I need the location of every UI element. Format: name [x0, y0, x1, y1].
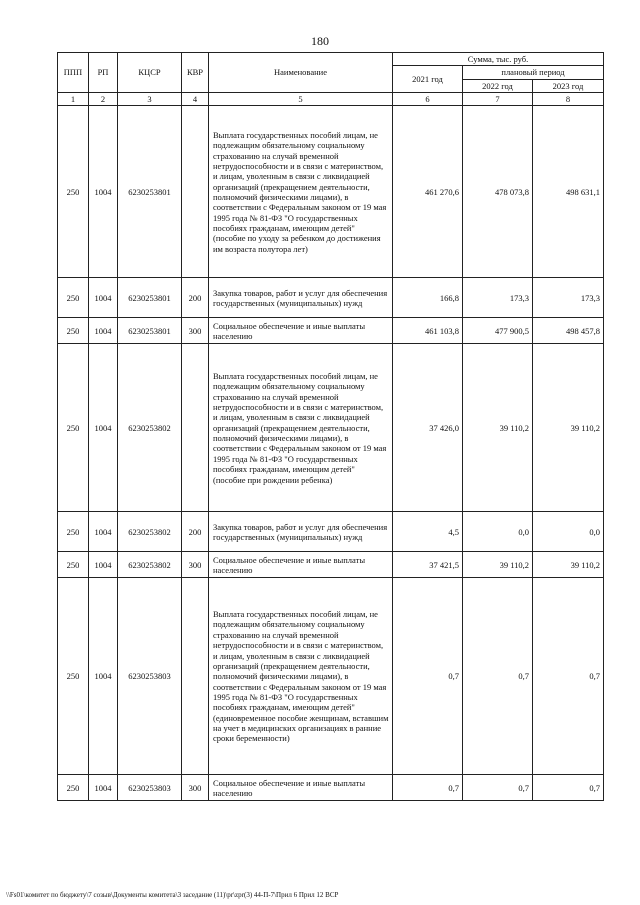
cell-rp: 1004 — [89, 775, 118, 801]
column-number: 6 — [393, 93, 463, 106]
cell-kvr: 300 — [182, 775, 209, 801]
cell-kcsr: 6230253802 — [118, 344, 182, 512]
cell-ppp: 250 — [58, 552, 89, 578]
cell-2021: 37 421,5 — [393, 552, 463, 578]
cell-rp: 1004 — [89, 278, 118, 318]
cell-2021: 166,8 — [393, 278, 463, 318]
cell-2021: 0,7 — [393, 775, 463, 801]
cell-kvr: 300 — [182, 318, 209, 344]
table-row — [58, 344, 604, 512]
cell-2022: 39 110,2 — [463, 344, 533, 512]
col-header-name: Наименование — [209, 53, 393, 93]
cell-kvr: 200 — [182, 512, 209, 552]
cell-2023: 39 110,2 — [533, 344, 604, 512]
header-row — [58, 53, 604, 66]
cell-kvr — [182, 106, 209, 278]
col-header-planned: плановый период — [463, 66, 604, 79]
cell-name: Выплата государственных пособий лицам, не подлежащим обязательному социальному страхованию на случай временной нетрудоспособности и в связи с материнством, и лицам, уволенным в связи с ликвидацией организаций (прекращением деятельности, полномочий физическими лицами), в соответствии с Федеральным законом от 19 мая 1995 года № 81-ФЗ "О государственных пособиях гражданам, имеющим детей" (единовременное пособие женщинам, вставшим на учет в медицинских организациях в ранние сроки беременности) — [209, 578, 393, 775]
cell-kvr: 300 — [182, 552, 209, 578]
cell-rp: 1004 — [89, 318, 118, 344]
cell-name: Социальное обеспечение и иные выплаты населению — [209, 775, 393, 801]
cell-ppp: 250 — [58, 344, 89, 512]
cell-2022: 0,7 — [463, 775, 533, 801]
column-number: 5 — [209, 93, 393, 106]
col-header-kvr: КВР — [182, 53, 209, 93]
column-number: 1 — [58, 93, 89, 106]
cell-ppp: 250 — [58, 775, 89, 801]
cell-rp: 1004 — [89, 106, 118, 278]
cell-rp: 1004 — [89, 552, 118, 578]
cell-kcsr: 6230253801 — [118, 278, 182, 318]
cell-ppp: 250 — [58, 106, 89, 278]
cell-name: Закупка товаров, работ и услуг для обеспечения государственных (муниципальных) нужд — [209, 512, 393, 552]
col-header-kcsr: КЦСР — [118, 53, 182, 93]
column-number: 7 — [463, 93, 533, 106]
cell-2022: 478 073,8 — [463, 106, 533, 278]
col-header-ppp: ППП — [58, 53, 89, 93]
table-row — [58, 318, 604, 344]
cell-kcsr: 6230253801 — [118, 106, 182, 278]
cell-2021: 4,5 — [393, 512, 463, 552]
cell-ppp: 250 — [58, 578, 89, 775]
cell-kcsr: 6230253802 — [118, 552, 182, 578]
table-row — [58, 775, 604, 801]
cell-kcsr: 6230253803 — [118, 578, 182, 775]
cell-name: Закупка товаров, работ и услуг для обеспечения государственных (муниципальных) нужд — [209, 278, 393, 318]
cell-ppp: 250 — [58, 278, 89, 318]
cell-ppp: 250 — [58, 318, 89, 344]
cell-2023: 0,0 — [533, 512, 604, 552]
cell-rp: 1004 — [89, 512, 118, 552]
cell-name: Социальное обеспечение и иные выплаты населению — [209, 552, 393, 578]
col-header-2023: 2023 год — [533, 79, 604, 92]
cell-kvr: 200 — [182, 278, 209, 318]
column-number: 2 — [89, 93, 118, 106]
col-header-rp: РП — [89, 53, 118, 93]
table-row — [58, 552, 604, 578]
cell-name: Выплата государственных пособий лицам, не подлежащим обязательному социальному страхованию на случай временной нетрудоспособности и в связи с материнством, и лицам, уволенным в связи с ликвидацией организаций (прекращением деятельности, полномочий физическими лицами), в соответствии с Федеральным законом от 19 мая 1995 года № 81-ФЗ "О государственных пособиях гражданам, имеющим детей" (пособие по уходу за ребенком до достижения им возраста полутора лет) — [209, 106, 393, 278]
cell-2023: 173,3 — [533, 278, 604, 318]
column-number: 4 — [182, 93, 209, 106]
cell-kvr — [182, 344, 209, 512]
column-number: 3 — [118, 93, 182, 106]
column-number: 8 — [533, 93, 604, 106]
cell-2023: 0,7 — [533, 578, 604, 775]
cell-2022: 0,7 — [463, 578, 533, 775]
cell-2022: 477 900,5 — [463, 318, 533, 344]
cell-2021: 461 103,8 — [393, 318, 463, 344]
cell-2023: 39 110,2 — [533, 552, 604, 578]
cell-2021: 37 426,0 — [393, 344, 463, 512]
cell-name: Выплата государственных пособий лицам, не подлежащим обязательному социальному страхованию на случай временной нетрудоспособности и в связи с материнством, и лицам, уволенным в связи с ликвидацией организаций (прекращением деятельности, полномочий физическими лицами), в соответствии с Федеральным законом от 19 мая 1995 года № 81-ФЗ "О государственных пособиях гражданам, имеющим детей" (пособие при рождении ребенка) — [209, 344, 393, 512]
cell-ppp: 250 — [58, 512, 89, 552]
table-row — [58, 278, 604, 318]
table-row — [58, 106, 604, 278]
cell-2021: 0,7 — [393, 578, 463, 775]
footer-file-path: \\Fs01\комитет по бюджету\7 созыв\Документы комитета\3 заседание (11)\pr\zpr(3) 44-П-7\Прил 6 Прил 12 ВСР — [6, 891, 339, 899]
table-row — [58, 578, 604, 775]
cell-2022: 39 110,2 — [463, 552, 533, 578]
cell-rp: 1004 — [89, 344, 118, 512]
cell-2022: 173,3 — [463, 278, 533, 318]
cell-kvr — [182, 578, 209, 775]
column-number-row — [58, 93, 604, 106]
cell-name: Социальное обеспечение и иные выплаты населению — [209, 318, 393, 344]
cell-kcsr: 6230253801 — [118, 318, 182, 344]
page-number: 180 — [311, 34, 329, 48]
table-row — [58, 512, 604, 552]
col-header-sum: Сумма, тыс. руб. — [393, 53, 604, 66]
col-header-2022: 2022 год — [463, 79, 533, 92]
cell-kcsr: 6230253802 — [118, 512, 182, 552]
cell-2023: 498 457,8 — [533, 318, 604, 344]
cell-2021: 461 270,6 — [393, 106, 463, 278]
budget-table — [57, 52, 604, 801]
cell-2023: 0,7 — [533, 775, 604, 801]
cell-kcsr: 6230253803 — [118, 775, 182, 801]
cell-2023: 498 631,1 — [533, 106, 604, 278]
cell-2022: 0,0 — [463, 512, 533, 552]
cell-rp: 1004 — [89, 578, 118, 775]
col-header-2021: 2021 год — [393, 66, 463, 93]
